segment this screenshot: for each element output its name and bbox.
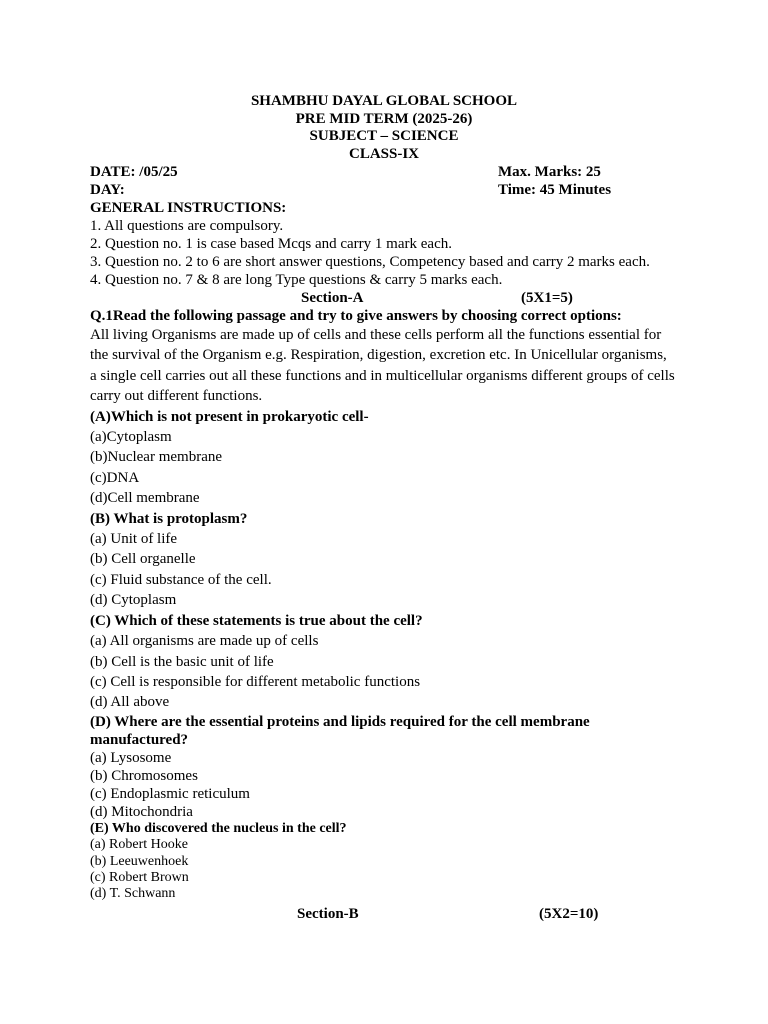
option: (c) Endoplasmic reticulum bbox=[90, 785, 250, 802]
subquestion-a bbox=[90, 407, 690, 509]
subquestion-c-text: (C) Which of these statements is true about the cell? bbox=[90, 612, 423, 629]
q1-passage bbox=[90, 325, 680, 407]
section-a-heading bbox=[90, 289, 690, 307]
class-name: CLASS-IX bbox=[348, 145, 420, 162]
passage-line: All living Organisms are made up of cells and these cells perform all the functions essential for bbox=[90, 327, 662, 343]
option: (d) All above bbox=[90, 694, 170, 711]
meta-row-1 bbox=[90, 163, 690, 181]
option: (c) Cell is responsible for different metabolic functions bbox=[90, 673, 421, 690]
exam-paper bbox=[90, 93, 690, 923]
option: (b) Leeuwenhoek bbox=[90, 853, 189, 869]
meta-row-2 bbox=[90, 181, 690, 199]
subquestion-c bbox=[90, 611, 690, 713]
question-1 bbox=[90, 307, 690, 903]
passage-line: carry out different functions. bbox=[90, 388, 263, 405]
passage-line: a single cell carries out all these functions and in multicellular organisms different groups of cells bbox=[90, 367, 675, 384]
q1-prompt: Q.1Read the following passage and try to give answers by choosing correct options: bbox=[90, 308, 622, 324]
subquestion-a-text: (A)Which is not present in prokaryotic cell- bbox=[90, 408, 369, 425]
option: (c) Robert Brown bbox=[90, 869, 189, 885]
exam-date: DATE: /05/25 bbox=[90, 164, 178, 180]
option: (d) Cytoplasm bbox=[90, 592, 177, 609]
instruction-item: 4. Question no. 7 & 8 are long Type questions & carry 5 marks each. bbox=[90, 272, 503, 288]
section-b-marks: (5X2=10) bbox=[539, 905, 599, 922]
passage-line: the survival of the Organism e.g. Respiration, digestion, excretion etc. In Unicellular organisms, bbox=[90, 347, 667, 364]
subquestion-d-text-cont: manufactured? bbox=[90, 731, 189, 748]
option: (a) All organisms are made up of cells bbox=[90, 633, 319, 650]
option: (a) Robert Hooke bbox=[90, 837, 188, 853]
subject-name: SUBJECT – SCIENCE bbox=[309, 128, 459, 144]
section-b-title: Section-B bbox=[297, 905, 359, 922]
max-marks: Max. Marks: 25 bbox=[498, 164, 601, 180]
instruction-item: 3. Question no. 2 to 6 are short answer questions, Competency based and carry 2 marks each. bbox=[90, 254, 650, 270]
school-name: SHAMBHU DAYAL GLOBAL SCHOOL bbox=[250, 93, 518, 109]
option: (c)DNA bbox=[90, 469, 140, 486]
section-b-heading bbox=[90, 905, 690, 923]
exam-meta bbox=[90, 163, 690, 199]
instruction-item: 1. All questions are compulsory. bbox=[90, 218, 284, 234]
instruction-item: 2. Question no. 1 is case based Mcqs and carry 1 mark each. bbox=[90, 236, 452, 252]
exam-day: DAY: bbox=[90, 182, 125, 198]
subquestion-d-text: (D) Where are the essential proteins and lipids required for the cell membrane bbox=[90, 713, 590, 730]
general-instructions bbox=[90, 199, 690, 289]
option: (d) Mitochondria bbox=[90, 803, 193, 820]
exam-time: Time: 45 Minutes bbox=[498, 182, 612, 198]
option: (a)Cytoplasm bbox=[90, 429, 172, 446]
option: (a) Lysosome bbox=[90, 749, 172, 766]
subquestion-e-text: (E) Who discovered the nucleus in the cell? bbox=[90, 820, 347, 836]
option: (b) Chromosomes bbox=[90, 767, 198, 784]
instructions-heading: GENERAL INSTRUCTIONS: bbox=[90, 200, 287, 216]
subquestion-b bbox=[90, 509, 690, 611]
section-a-marks: (5X1=5) bbox=[521, 290, 573, 306]
subquestion-d bbox=[90, 713, 690, 821]
option: (d) T. Schwann bbox=[90, 886, 176, 902]
subquestion-b-text: (B) What is protoplasm? bbox=[90, 510, 248, 527]
option: (a) Unit of life bbox=[90, 531, 178, 548]
option: (b) Cell organelle bbox=[90, 551, 196, 568]
option: (b) Cell is the basic unit of life bbox=[90, 653, 274, 670]
paper-header bbox=[90, 93, 690, 163]
option: (d)Cell membrane bbox=[90, 490, 200, 507]
option: (b)Nuclear membrane bbox=[90, 449, 223, 466]
option: (c) Fluid substance of the cell. bbox=[90, 571, 272, 588]
section-a-title: Section-A bbox=[301, 290, 364, 306]
subquestion-e bbox=[90, 821, 690, 903]
exam-name: PRE MID TERM (2025-26) bbox=[295, 110, 473, 127]
